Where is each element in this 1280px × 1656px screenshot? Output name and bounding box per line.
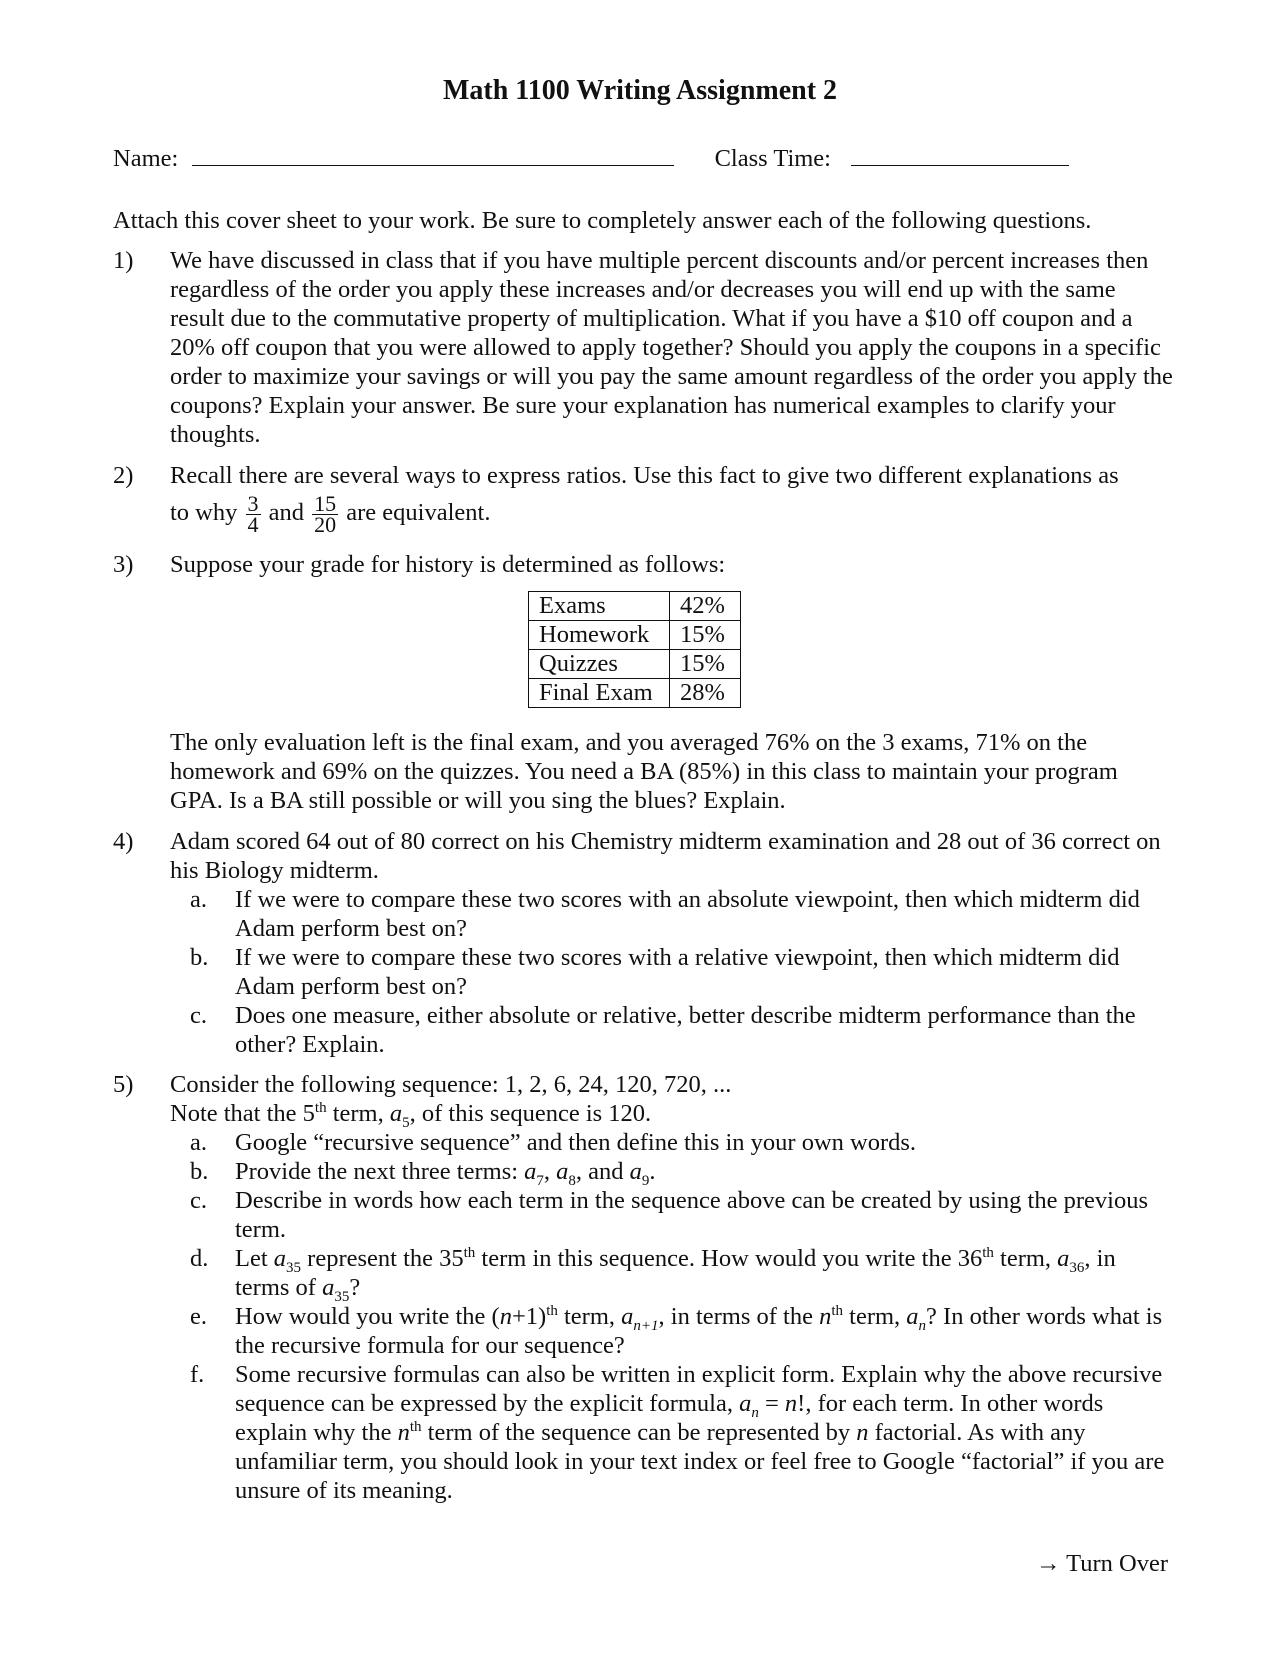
list-item: e. How would you write the $(n+1)^{th}$ term, $a_{n+1}$, in terms of the $n^{th}$ term, $a_n$? In other words what is the recursive formula for our sequence?	[190, 1302, 1163, 1359]
table-cell: Quizzes	[529, 650, 670, 679]
question-number: 4)	[113, 828, 134, 855]
numerator: 15	[314, 491, 337, 516]
question-text: to why	[170, 499, 238, 527]
arrow-right-icon: →	[1035, 1550, 1061, 1577]
table-cell: Final Exam	[529, 679, 670, 708]
table-cell: Exams	[529, 592, 670, 621]
item-text: If we were to compare these two scores with an absolute viewpoint, then which midterm did Adam perform best on?	[235, 886, 1140, 942]
item-text: Does one measure, either absolute or relative, better describe midterm performance than the other? Explain.	[235, 1002, 1136, 1058]
question-3-body	[113, 728, 1173, 815]
table-cell: 28%	[670, 679, 741, 708]
table-cell: 42%	[670, 592, 741, 621]
question-1	[113, 246, 1173, 449]
table-row	[529, 621, 741, 650]
question-number: 1)	[113, 247, 134, 274]
class-time-field[interactable]	[851, 143, 1069, 166]
question-number: 3)	[113, 551, 134, 578]
question-text: are equivalent.	[346, 499, 491, 527]
grade-weights-table	[528, 591, 741, 708]
intro-text: Attach this cover sheet to your work. Be sure to completely answer each of the following questions.	[113, 207, 1092, 234]
question-3	[113, 550, 1173, 579]
question-2	[113, 461, 1173, 535]
table-cell: Homework	[529, 621, 670, 650]
question-text: Suppose your grade for history is determined as follows:	[170, 551, 726, 578]
denominator: 20	[314, 512, 337, 537]
item-text: Google “recursive sequence” and then define this in your own words.	[235, 1129, 917, 1156]
denominator: 4	[247, 512, 259, 537]
fraction-15-20	[312, 491, 338, 537]
item-letter: a.	[190, 886, 207, 913]
item-text: If we were to compare these two scores with a relative viewpoint, then which midterm did Adam perform best on?	[235, 944, 1120, 1000]
list-item: b. Provide the next three terms: $a_7$, $a_8$, and $a_9$.	[190, 1158, 656, 1189]
question-5	[113, 1070, 1173, 1505]
header-row	[113, 143, 1069, 173]
question-text: Consider the following sequence: 1, 2, 6, 24, 120, 720, ...	[170, 1071, 732, 1098]
question-text: We have discussed in class that if you have multiple percent discounts and/or percent increases then regardless of the order you apply these increases and/or decreases you will end up with the same result due to the commutative property of multiplication. What if you have a $10 off coupon and a 20% off coupon that you were allowed to apply together? Should you apply the coupons in a specific order to maximize your savings or will you pay the same amount regardless of the order you apply the coupons? Explain your answer. Be sure your explanation has numerical examples to clarify your thoughts.	[170, 247, 1173, 448]
name-field[interactable]	[192, 143, 674, 166]
table-row	[529, 592, 741, 621]
name-label: Name:	[113, 145, 179, 172]
question-number: 2)	[113, 462, 134, 489]
item-letter: b.	[190, 944, 209, 971]
list-item	[170, 885, 1173, 943]
question-text: Adam scored 64 out of 80 correct on his Chemistry midterm examination and 28 out of 36 correct on his Biology midterm.	[170, 828, 1161, 884]
turn-over-text: Turn Over	[1060, 1550, 1168, 1577]
question-4	[113, 827, 1173, 1059]
fraction-3-4	[246, 491, 261, 537]
table-cell: 15%	[670, 621, 741, 650]
page-title: Math 1100 Writing Assignment 2	[442, 75, 838, 106]
list-item	[170, 1001, 1173, 1059]
question-text: The only evaluation left is the final exam, and you averaged 76% on the 3 exams, 71% on the homework and 69% on the quizzes. You need a BA (85%) in this class to maintain your program GPA. Is a BA still possible or will you sing the blues? Explain.	[170, 729, 1118, 814]
item-text: Describe in words how each term in the sequence above can be created by using the previous term.	[235, 1187, 1148, 1243]
list-item: c. Describe in words how each term in the sequence above can be created by using the previous term.	[190, 1187, 1148, 1243]
question-note: Note that the 5th term, $a_5$, of this sequence is 120.	[170, 1099, 652, 1131]
table-row	[529, 650, 741, 679]
list-item: f. Some recursive formulas can also be written in explicit form. Explain why the above recursive sequence can be expressed by the explicit formula, $a_n = n$!, for each term. In other words explain why the $n^{th}$ term of the sequence can be represented by n factorial. As with any unfamiliar term, you should look in your text index or feel free to Google “factorial” if you are unsure of its meaning.	[190, 1361, 1165, 1504]
list-item	[170, 943, 1173, 1001]
item-letter: c.	[190, 1002, 207, 1029]
question-text: Recall there are several ways to express ratios. Use this fact to give two different explanations as	[170, 462, 1119, 489]
numerator: 3	[247, 491, 259, 516]
table-cell: 15%	[670, 650, 741, 679]
question-number: 5)	[113, 1071, 134, 1098]
question-text: and	[268, 499, 304, 527]
list-item: a. Google “recursive sequence” and then define this in your own words.	[190, 1129, 917, 1156]
class-time-label: Class Time:	[714, 145, 831, 172]
turn-over-note	[1036, 1549, 1168, 1578]
table-row	[529, 679, 741, 708]
list-item: d. Let $a_{35}$ represent the 35th term in this sequence. How would you write the 36th term, $a_{36}$, in terms of $a_{35}$?	[190, 1244, 1116, 1305]
